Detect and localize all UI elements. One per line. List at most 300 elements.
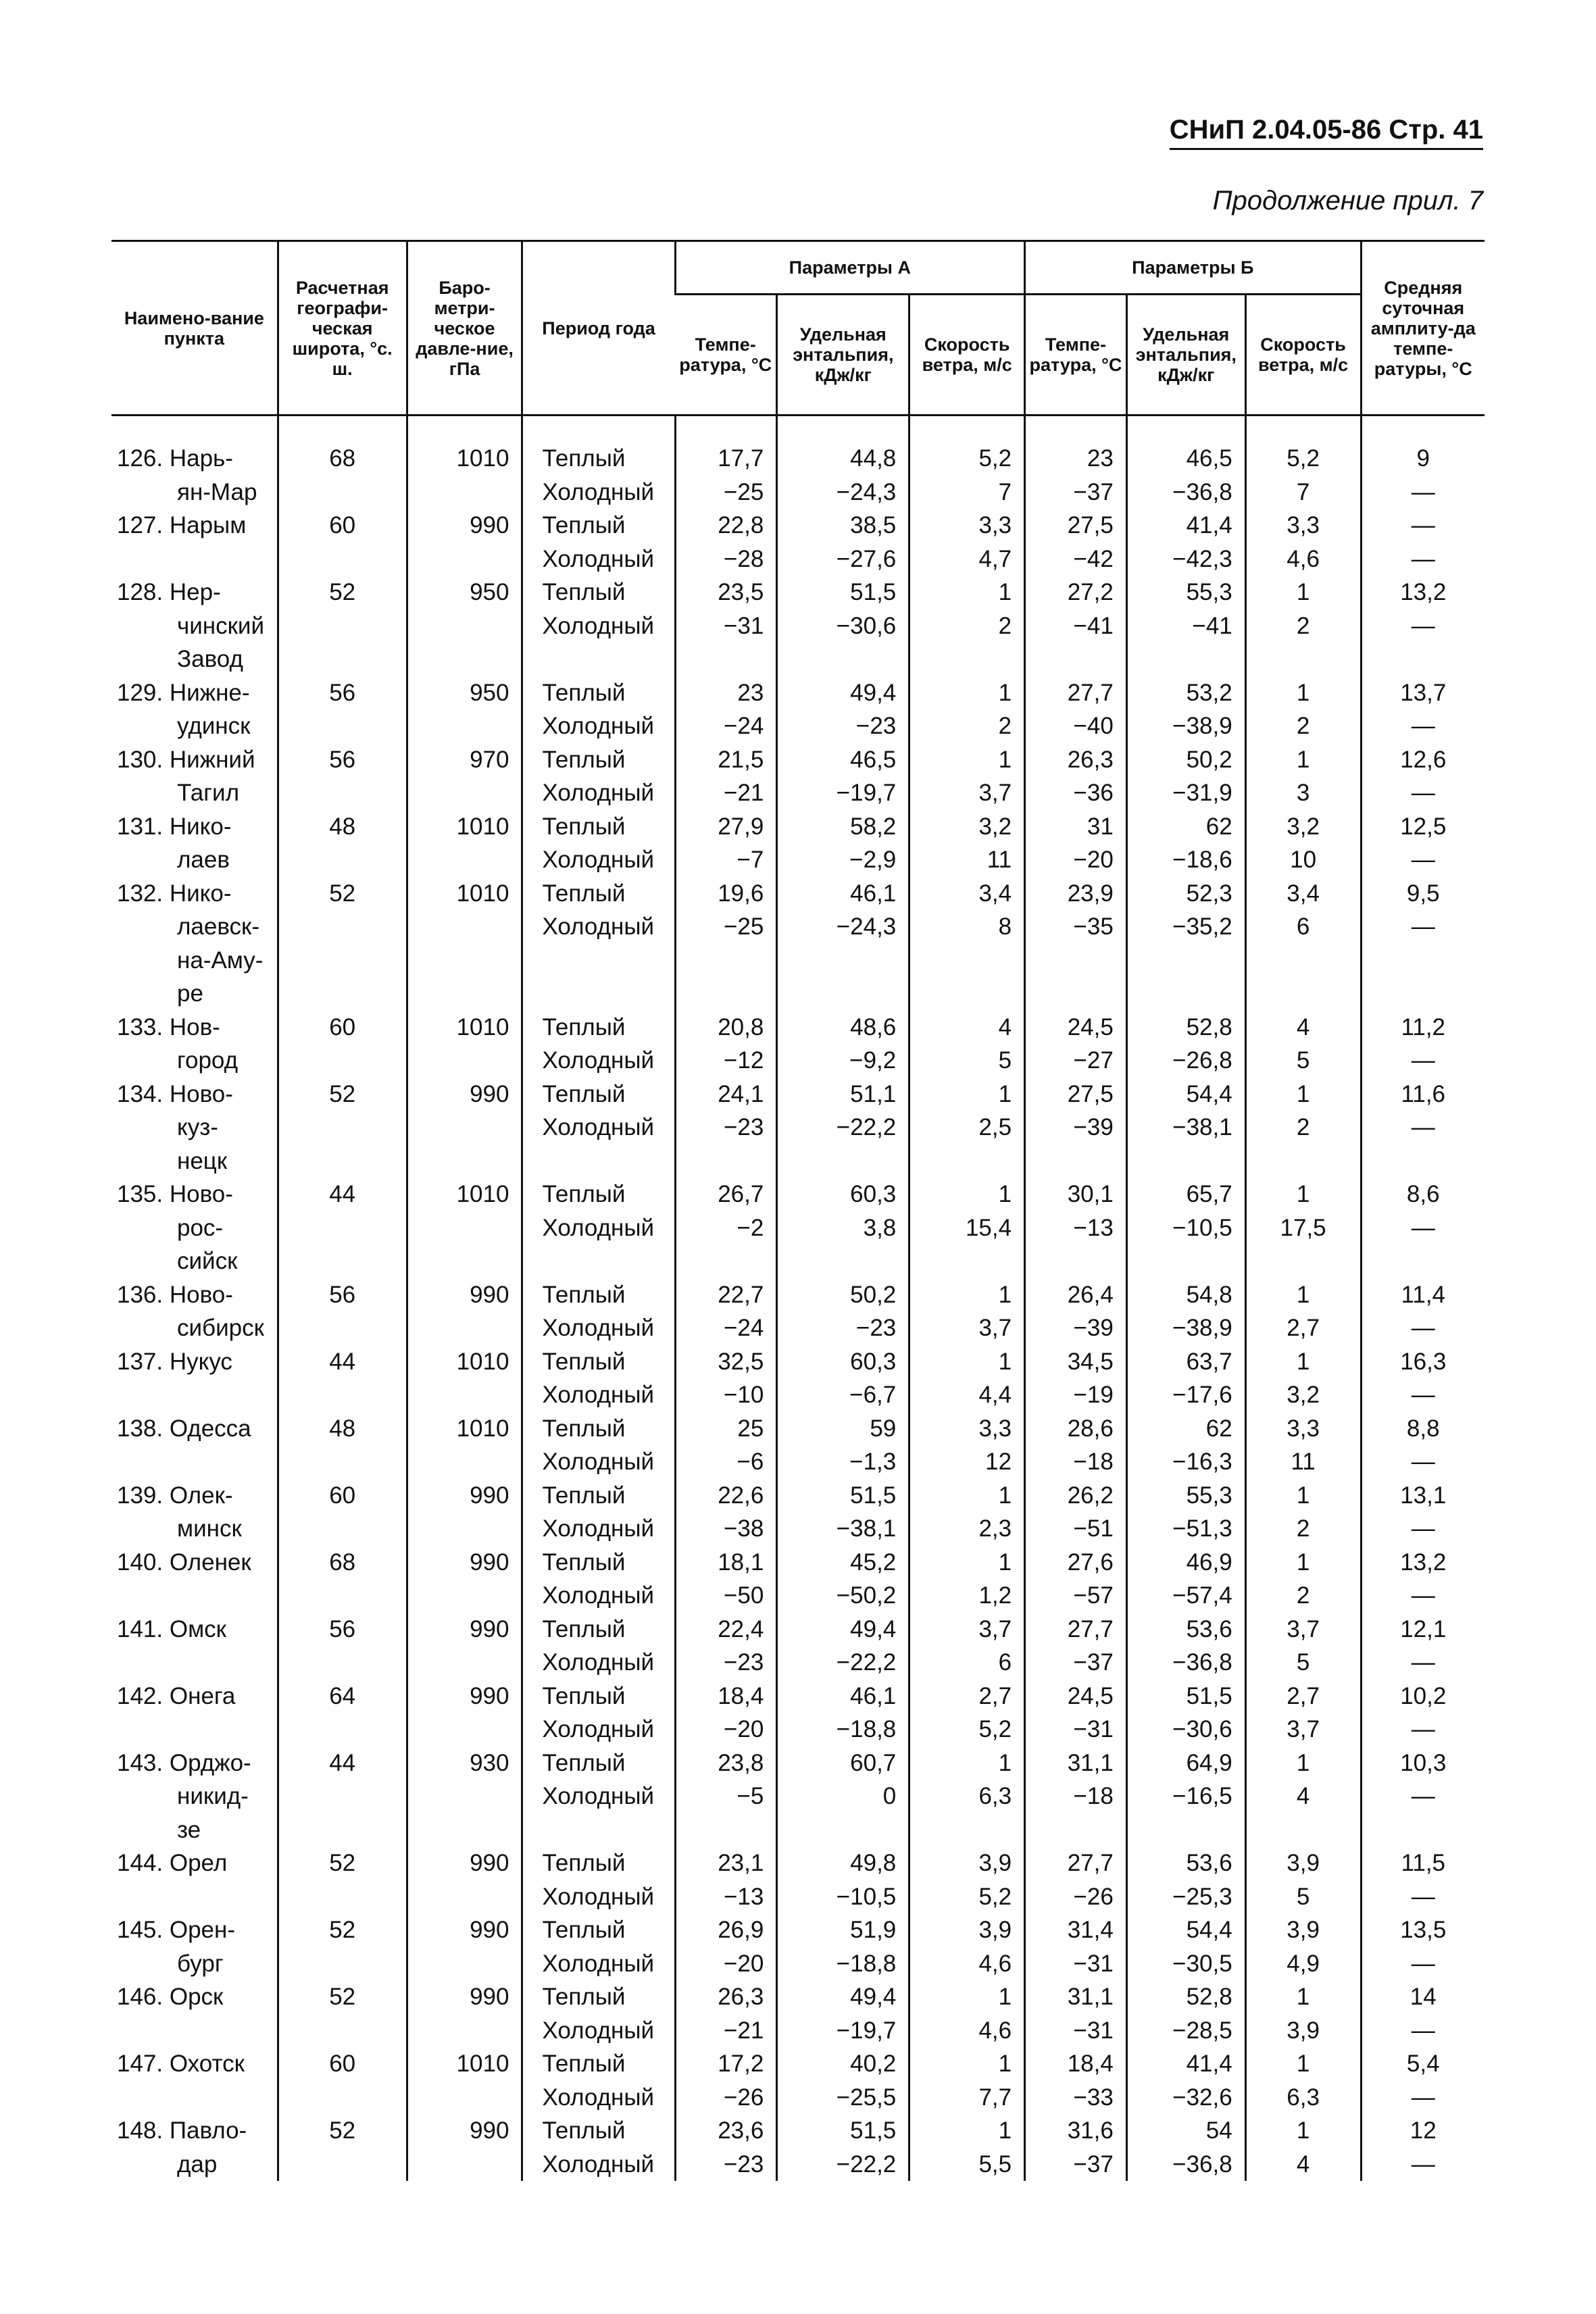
b-wind-cell: 6,3 (1245, 2081, 1361, 2115)
a-enthalpy-cell: −27,6 (777, 543, 909, 576)
amplitude-cell: 13,2 (1361, 576, 1485, 609)
period-cell: Холодный (522, 709, 675, 743)
b-enthalpy-cell: 54,8 (1126, 1278, 1245, 1312)
table-row (111, 1579, 1485, 1613)
station-name-cell: Завод (177, 646, 243, 672)
amplitude-cell: — (1361, 1579, 1485, 1613)
table-row (111, 1178, 1485, 1211)
a-temp-cell: 26,7 (675, 1178, 777, 1211)
b-enthalpy-cell: −51,3 (1126, 1512, 1245, 1546)
station-name-cell: чинский (177, 612, 265, 639)
station-name-cell (111, 1445, 278, 1479)
b-wind-cell (1245, 1813, 1361, 1847)
b-temp-cell: −27 (1025, 1044, 1127, 1078)
a-enthalpy-cell (777, 643, 909, 676)
col-header-a-wind: Скорость ветра, м/с (909, 295, 1025, 416)
station-name-cell: бург (177, 1950, 224, 1977)
pressure-cell: 930 (407, 1746, 522, 1780)
a-wind-cell (909, 643, 1025, 676)
a-enthalpy-cell: 60,7 (777, 1746, 909, 1780)
station-name-cell: 127. Нарым (117, 512, 247, 538)
b-wind-cell: 4 (1245, 1011, 1361, 1045)
station-name-cell (111, 543, 278, 576)
a-enthalpy-cell: −9,2 (777, 1044, 909, 1078)
table-row (111, 509, 1485, 543)
a-enthalpy-cell (777, 1145, 909, 1178)
table-row (111, 1412, 1485, 1446)
amplitude-cell (1361, 1145, 1485, 1178)
a-enthalpy-cell: −25,5 (777, 2081, 909, 2115)
b-wind-cell: 2,7 (1245, 1680, 1361, 1713)
a-enthalpy-cell: 51,1 (777, 1078, 909, 1111)
latitude-cell: 48 (278, 1412, 407, 1446)
a-wind-cell: 1,2 (909, 1579, 1025, 1613)
a-enthalpy-cell: 51,5 (777, 576, 909, 609)
period-cell: Теплый (522, 1680, 675, 1713)
amplitude-cell: 13,1 (1361, 1479, 1485, 1513)
latitude-cell (278, 1947, 407, 1981)
a-temp-cell: 18,1 (675, 1546, 777, 1580)
pressure-cell (407, 643, 522, 676)
b-temp-cell: 24,5 (1025, 1011, 1127, 1045)
b-enthalpy-cell: −26,8 (1126, 1044, 1245, 1078)
b-temp-cell: −37 (1025, 476, 1127, 509)
a-wind-cell: 3,4 (909, 877, 1025, 911)
latitude-cell: 56 (278, 676, 407, 710)
a-temp-cell: −13 (675, 1880, 777, 1914)
a-wind-cell: 1 (909, 2047, 1025, 2081)
a-temp-cell: −38 (675, 1512, 777, 1546)
amplitude-cell: — (1361, 1713, 1485, 1746)
b-temp-cell: −37 (1025, 1646, 1127, 1680)
station-name-cell (111, 1713, 278, 1746)
b-wind-cell: 1 (1245, 1078, 1361, 1111)
period-cell: Холодный (522, 543, 675, 576)
period-cell: Холодный (522, 2014, 675, 2048)
amplitude-cell: — (1361, 476, 1485, 509)
amplitude-cell: 11,6 (1361, 1078, 1485, 1111)
b-temp-cell: −13 (1025, 1211, 1127, 1245)
station-name-cell: 131. Нико- (117, 813, 232, 840)
b-temp-cell: −41 (1025, 609, 1127, 643)
pressure-cell: 1010 (407, 877, 522, 911)
table-row (111, 810, 1485, 844)
page-header: СНиП 2.04.05-86 Стр. 41 (1170, 115, 1483, 150)
period-cell: Теплый (522, 1980, 675, 2014)
climate-parameters-table (111, 240, 1485, 2181)
b-temp-cell: −39 (1025, 1111, 1127, 1145)
station-name-cell: минск (177, 1515, 242, 1542)
period-cell: Теплый (522, 509, 675, 543)
pressure-cell: 990 (407, 1278, 522, 1312)
amplitude-cell: — (1361, 1646, 1485, 1680)
amplitude-cell: 9 (1361, 442, 1485, 476)
b-wind-cell: 10 (1245, 843, 1361, 877)
station-name-cell: 139. Олек- (117, 1482, 233, 1509)
table-row (111, 2047, 1485, 2081)
a-temp-cell: 23,6 (675, 2114, 777, 2148)
pressure-cell: 990 (407, 1613, 522, 1646)
pressure-cell (407, 776, 522, 810)
b-enthalpy-cell: 62 (1126, 1412, 1245, 1446)
a-temp-cell: −6 (675, 1445, 777, 1479)
b-temp-cell: −42 (1025, 543, 1127, 576)
a-temp-cell: −23 (675, 1646, 777, 1680)
b-enthalpy-cell: 53,6 (1126, 1846, 1245, 1880)
station-name-cell: рос- (177, 1214, 224, 1241)
pressure-cell (407, 1445, 522, 1479)
amplitude-cell: 11,5 (1361, 1846, 1485, 1880)
a-wind-cell: 1 (909, 1178, 1025, 1211)
b-enthalpy-cell: 55,3 (1126, 1479, 1245, 1513)
b-temp-cell: −33 (1025, 2081, 1127, 2115)
table-row (111, 2014, 1485, 2048)
pressure-cell: 990 (407, 1846, 522, 1880)
latitude-cell: 60 (278, 2047, 407, 2081)
b-enthalpy-cell: 54,4 (1126, 1913, 1245, 1947)
period-cell (522, 1813, 675, 1847)
latitude-cell (278, 843, 407, 877)
b-enthalpy-cell: −36,8 (1126, 1646, 1245, 1680)
a-enthalpy-cell: −24,3 (777, 910, 909, 944)
latitude-cell (278, 1211, 407, 1245)
b-wind-cell: 1 (1245, 2047, 1361, 2081)
table-row (111, 442, 1485, 476)
b-enthalpy-cell: −41 (1126, 609, 1245, 643)
period-cell (522, 1244, 675, 1278)
b-temp-cell: −36 (1025, 776, 1127, 810)
b-wind-cell: 2 (1245, 1579, 1361, 1613)
station-name-cell: никид- (177, 1783, 249, 1809)
a-wind-cell: 5,2 (909, 1713, 1025, 1746)
a-enthalpy-cell: −23 (777, 1311, 909, 1345)
table-row (111, 2081, 1485, 2115)
a-wind-cell (909, 977, 1025, 1011)
b-wind-cell (1245, 1145, 1361, 1178)
pressure-cell (407, 1780, 522, 1813)
b-temp-cell: 27,7 (1025, 676, 1127, 710)
pressure-cell: 950 (407, 676, 522, 710)
period-cell: Теплый (522, 442, 675, 476)
table-row (111, 977, 1485, 1011)
b-wind-cell: 3,3 (1245, 509, 1361, 543)
table-row (111, 2114, 1485, 2148)
a-temp-cell (675, 944, 777, 978)
station-name-cell: 142. Онега (117, 1682, 236, 1709)
latitude-cell: 52 (278, 1913, 407, 1947)
station-name-cell (111, 1378, 278, 1412)
a-wind-cell: 1 (909, 676, 1025, 710)
table-row (111, 877, 1485, 911)
b-wind-cell (1245, 643, 1361, 676)
a-temp-cell: −7 (675, 843, 777, 877)
amplitude-cell: — (1361, 2014, 1485, 2048)
pressure-cell (407, 1579, 522, 1613)
station-name-cell: 140. Оленек (117, 1549, 251, 1576)
a-enthalpy-cell (777, 1244, 909, 1278)
b-temp-cell: −51 (1025, 1512, 1127, 1546)
b-wind-cell: 1 (1245, 1479, 1361, 1513)
b-wind-cell: 1 (1245, 1345, 1361, 1379)
a-wind-cell (909, 944, 1025, 978)
table-row (111, 743, 1485, 777)
amplitude-cell: 10,2 (1361, 1680, 1485, 1713)
amplitude-cell (1361, 1244, 1485, 1278)
period-cell: Теплый (522, 1913, 675, 1947)
a-wind-cell: 4,7 (909, 543, 1025, 576)
pressure-cell (407, 1813, 522, 1847)
a-temp-cell: −12 (675, 1044, 777, 1078)
table-row (111, 543, 1485, 576)
table-row (111, 1211, 1485, 1245)
col-header-latitude: Расчетная географи-ческая широта, °с. ш. (278, 241, 407, 416)
a-wind-cell: 4 (909, 1011, 1025, 1045)
station-name-cell: на-Аму- (177, 947, 264, 974)
table-row (111, 843, 1485, 877)
table-row (111, 1646, 1485, 1680)
latitude-cell (278, 977, 407, 1011)
amplitude-cell: 8,6 (1361, 1178, 1485, 1211)
period-cell: Холодный (522, 1445, 675, 1479)
a-wind-cell: 5 (909, 1044, 1025, 1078)
latitude-cell (278, 643, 407, 676)
pressure-cell (407, 1244, 522, 1278)
a-wind-cell: 5,5 (909, 2148, 1025, 2182)
a-enthalpy-cell: 3,8 (777, 1211, 909, 1245)
table-row (111, 944, 1485, 978)
b-temp-cell: 31,1 (1025, 1980, 1127, 2014)
b-temp-cell: 27,6 (1025, 1546, 1127, 1580)
b-enthalpy-cell: −25,3 (1126, 1880, 1245, 1914)
b-enthalpy-cell: −30,6 (1126, 1713, 1245, 1746)
period-cell: Теплый (522, 576, 675, 609)
latitude-cell (278, 1512, 407, 1546)
a-wind-cell: 2,5 (909, 1111, 1025, 1145)
pressure-cell: 990 (407, 1980, 522, 2014)
latitude-cell: 44 (278, 1746, 407, 1780)
a-enthalpy-cell: 45,2 (777, 1546, 909, 1580)
a-wind-cell: 3,7 (909, 1311, 1025, 1345)
station-name-cell: ре (177, 980, 203, 1007)
a-wind-cell: 11 (909, 843, 1025, 877)
period-cell: Теплый (522, 1846, 675, 1880)
col-header-name: Наимено-вание пункта (111, 241, 278, 416)
amplitude-cell: — (1361, 709, 1485, 743)
a-temp-cell: −24 (675, 1311, 777, 1345)
table-row (111, 1278, 1485, 1312)
b-enthalpy-cell (1126, 1145, 1245, 1178)
latitude-cell: 60 (278, 1011, 407, 1045)
station-name-cell: лаевск- (177, 913, 260, 940)
amplitude-cell: — (1361, 2148, 1485, 2182)
b-wind-cell: 3,9 (1245, 2014, 1361, 2048)
station-name-cell: 134. Ново- (117, 1080, 233, 1107)
a-temp-cell: −26 (675, 2081, 777, 2115)
period-cell: Холодный (522, 1880, 675, 1914)
b-wind-cell: 2 (1245, 609, 1361, 643)
b-temp-cell: 31 (1025, 810, 1127, 844)
latitude-cell (278, 1813, 407, 1847)
amplitude-cell: 14 (1361, 1980, 1485, 2014)
b-temp-cell (1025, 1145, 1127, 1178)
latitude-cell (278, 1646, 407, 1680)
station-name-cell: 135. Ново- (117, 1181, 233, 1207)
period-cell: Холодный (522, 1780, 675, 1813)
amplitude-cell: 8,8 (1361, 1412, 1485, 1446)
b-temp-cell: −31 (1025, 1947, 1127, 1981)
period-cell: Теплый (522, 1078, 675, 1111)
station-name-cell: 147. Охотск (117, 2051, 245, 2077)
b-enthalpy-cell: 46,9 (1126, 1546, 1245, 1580)
a-temp-cell: 22,8 (675, 509, 777, 543)
period-cell: Теплый (522, 1546, 675, 1580)
pressure-cell: 990 (407, 1546, 522, 1580)
latitude-cell: 44 (278, 1178, 407, 1211)
a-wind-cell: 1 (909, 1546, 1025, 1580)
b-wind-cell: 1 (1245, 1746, 1361, 1780)
a-wind-cell: 2 (909, 609, 1025, 643)
station-name-cell: ян-Мар (177, 478, 257, 505)
period-cell: Холодный (522, 1211, 675, 1245)
latitude-cell (278, 776, 407, 810)
period-cell: Холодный (522, 2148, 675, 2182)
station-name-cell: 148. Павло- (117, 2117, 247, 2144)
table-row (111, 1813, 1485, 1847)
amplitude-cell: — (1361, 1111, 1485, 1145)
pressure-cell (407, 2081, 522, 2115)
pressure-cell (407, 1713, 522, 1746)
amplitude-cell: 10,3 (1361, 1746, 1485, 1780)
table-row (111, 1913, 1485, 1947)
table-body (111, 416, 1485, 2182)
period-cell: Холодный (522, 1579, 675, 1613)
station-name-cell: 133. Нов- (117, 1013, 220, 1040)
a-temp-cell: 23,8 (675, 1746, 777, 1780)
b-temp-cell: 23 (1025, 442, 1127, 476)
a-wind-cell: 5,2 (909, 1880, 1025, 1914)
pressure-cell: 1010 (407, 1178, 522, 1211)
a-enthalpy-cell: 60,3 (777, 1345, 909, 1379)
b-wind-cell: 4,6 (1245, 543, 1361, 576)
amplitude-cell: 13,5 (1361, 1913, 1485, 1947)
b-wind-cell: 4 (1245, 2148, 1361, 2182)
b-wind-cell: 3,7 (1245, 1713, 1361, 1746)
a-wind-cell: 2,3 (909, 1512, 1025, 1546)
station-name-cell: 137. Нукус (117, 1348, 232, 1375)
b-enthalpy-cell: 52,8 (1126, 1980, 1245, 2014)
b-enthalpy-cell: −10,5 (1126, 1211, 1245, 1245)
station-name-cell (111, 2014, 278, 2048)
b-wind-cell: 5 (1245, 1646, 1361, 1680)
latitude-cell (278, 910, 407, 944)
latitude-cell: 48 (278, 810, 407, 844)
table-row (111, 1880, 1485, 1914)
b-enthalpy-cell: −18,6 (1126, 843, 1245, 877)
table-row (111, 1145, 1485, 1178)
a-enthalpy-cell: −2,9 (777, 843, 909, 877)
pressure-cell (407, 476, 522, 509)
period-cell: Холодный (522, 1512, 675, 1546)
pressure-cell: 990 (407, 2114, 522, 2148)
b-wind-cell: 3,2 (1245, 810, 1361, 844)
b-wind-cell: 5 (1245, 1044, 1361, 1078)
b-enthalpy-cell: 46,5 (1126, 442, 1245, 476)
a-temp-cell (675, 1813, 777, 1847)
latitude-cell: 52 (278, 1078, 407, 1111)
a-enthalpy-cell: 49,8 (777, 1846, 909, 1880)
b-wind-cell (1245, 1244, 1361, 1278)
amplitude-cell: — (1361, 910, 1485, 944)
a-wind-cell: 1 (909, 1980, 1025, 2014)
a-enthalpy-cell: 44,8 (777, 442, 909, 476)
b-enthalpy-cell: −16,3 (1126, 1445, 1245, 1479)
b-temp-cell: 34,5 (1025, 1345, 1127, 1379)
b-wind-cell: 7 (1245, 476, 1361, 509)
col-header-b-enthalpy: Удельная энтальпия, кДж/кг (1126, 295, 1245, 416)
station-name-cell: сибирск (177, 1315, 264, 1341)
a-enthalpy-cell: 46,1 (777, 1680, 909, 1713)
a-wind-cell (909, 1244, 1025, 1278)
amplitude-cell (1361, 944, 1485, 978)
a-temp-cell: 32,5 (675, 1345, 777, 1379)
b-temp-cell: −40 (1025, 709, 1127, 743)
b-enthalpy-cell: 52,8 (1126, 1011, 1245, 1045)
a-wind-cell: 3,9 (909, 1913, 1025, 1947)
a-enthalpy-cell: 59 (777, 1412, 909, 1446)
amplitude-cell: — (1361, 543, 1485, 576)
table-row (111, 576, 1485, 609)
a-wind-cell: 7 (909, 476, 1025, 509)
b-enthalpy-cell: −31,9 (1126, 776, 1245, 810)
latitude-cell (278, 1713, 407, 1746)
a-temp-cell: −20 (675, 1713, 777, 1746)
a-wind-cell: 2,7 (909, 1680, 1025, 1713)
period-cell: Холодный (522, 1947, 675, 1981)
b-enthalpy-cell: 50,2 (1126, 743, 1245, 777)
a-temp-cell: −10 (675, 1378, 777, 1412)
a-temp-cell: 27,9 (675, 810, 777, 844)
b-temp-cell (1025, 977, 1127, 1011)
station-name-cell: 132. Нико- (117, 880, 232, 907)
b-enthalpy-cell: 53,6 (1126, 1613, 1245, 1646)
latitude-cell: 56 (278, 1278, 407, 1312)
latitude-cell: 64 (278, 1680, 407, 1713)
pressure-cell (407, 1512, 522, 1546)
period-cell: Теплый (522, 2114, 675, 2148)
col-header-period: Период года (522, 241, 675, 416)
col-header-b-temp: Темпе-ратура, °С (1025, 295, 1127, 416)
station-name-cell: 144. Орел (117, 1850, 228, 1876)
a-temp-cell (675, 643, 777, 676)
a-enthalpy-cell: 40,2 (777, 2047, 909, 2081)
amplitude-cell: — (1361, 843, 1485, 877)
pressure-cell: 1010 (407, 1345, 522, 1379)
station-name-cell: сийск (177, 1248, 238, 1274)
a-enthalpy-cell: −22,2 (777, 1646, 909, 1680)
b-wind-cell: 3,2 (1245, 1378, 1361, 1412)
a-wind-cell: 3,3 (909, 1412, 1025, 1446)
station-name-cell: зе (177, 1816, 201, 1843)
b-temp-cell: 26,4 (1025, 1278, 1127, 1312)
b-enthalpy-cell: 52,3 (1126, 877, 1245, 911)
amplitude-cell: 12,5 (1361, 810, 1485, 844)
latitude-cell (278, 543, 407, 576)
station-name-cell: город (177, 1047, 239, 1074)
latitude-cell (278, 1111, 407, 1145)
group-header-params-a: Параметры А (675, 241, 1025, 295)
amplitude-cell: 11,4 (1361, 1278, 1485, 1312)
b-temp-cell: −18 (1025, 1445, 1127, 1479)
